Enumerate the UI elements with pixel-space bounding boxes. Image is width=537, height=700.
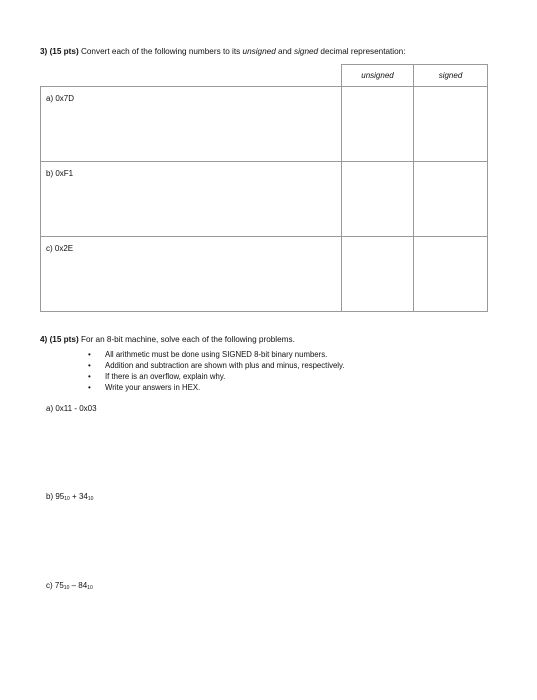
answer-unsigned-cell[interactable]	[342, 237, 414, 312]
question-3-points: (15 pts)	[49, 47, 79, 56]
row-label-cell	[41, 87, 342, 162]
problem-b	[46, 492, 93, 502]
problem-c-prefix: c)	[46, 581, 55, 590]
answer-unsigned-cell[interactable]	[342, 162, 414, 237]
problem-b-prefix: b)	[46, 492, 56, 501]
header-blank-cell	[41, 65, 342, 87]
table-row	[41, 162, 488, 237]
problem-a	[46, 404, 97, 413]
question-3-emphasis-unsigned: unsigned	[242, 47, 276, 56]
answer-unsigned-cell[interactable]	[342, 87, 414, 162]
problem-c-operator: –	[69, 581, 79, 590]
bullet-icon: •	[88, 372, 91, 381]
question-3-text-and: and	[275, 47, 294, 56]
rule-text: Addition and subtraction are shown with plus and minus, respectively.	[105, 361, 345, 370]
question-4-text: For an 8-bit machine, solve each of the following problems.	[78, 335, 295, 344]
list-item	[88, 371, 345, 382]
rule-text: Write your answers in HEX.	[105, 383, 201, 392]
table-row	[41, 87, 488, 162]
question-3-emphasis-signed: signed	[293, 47, 319, 56]
problem-c-left-base: 10	[63, 585, 70, 591]
answer-signed-cell[interactable]	[414, 87, 488, 162]
conversion-table	[40, 64, 488, 312]
table-row	[41, 237, 488, 312]
question-4-points: (15 pts)	[49, 335, 79, 344]
row-label: c) 0x2E	[46, 244, 74, 253]
problem-b-right-base: 10	[87, 496, 94, 502]
problem-a-expression: 0x11 - 0x03	[55, 404, 97, 413]
question-4-number: 4)	[40, 335, 48, 344]
row-label: a) 0x7D	[46, 94, 75, 103]
problem-a-prefix: a)	[46, 404, 56, 413]
question-3-heading	[40, 47, 406, 56]
problem-c-right-base: 10	[87, 585, 93, 591]
list-item	[88, 382, 345, 393]
question-3-text-a: Convert each of the following numbers to its	[78, 47, 243, 56]
question-4-heading	[40, 335, 295, 344]
answer-signed-cell[interactable]	[414, 162, 488, 237]
row-label: b) 0xF1	[46, 169, 74, 178]
answer-signed-cell[interactable]	[414, 237, 488, 312]
problem-b-operator: +	[69, 492, 79, 501]
list-item	[88, 349, 345, 360]
rules-list	[88, 349, 345, 393]
problem-c-right-operand: 84	[78, 581, 88, 590]
header-unsigned: unsigned	[342, 65, 414, 87]
row-label-cell	[41, 162, 342, 237]
list-item	[88, 360, 345, 371]
conversion-table-header-row	[41, 65, 488, 87]
bullet-icon: •	[88, 383, 91, 392]
question-3-text-b: decimal representation:	[318, 47, 406, 56]
problem-c-left-operand: 75	[54, 581, 64, 590]
bullet-icon: •	[88, 361, 91, 370]
rule-text: All arithmetic must be done using SIGNED 8-bit binary numbers.	[105, 350, 328, 359]
rule-text: If there is an overflow, explain why.	[105, 372, 226, 381]
row-label-cell	[41, 237, 342, 312]
header-signed: signed	[414, 65, 488, 87]
problem-b-left-operand: 95	[55, 492, 65, 501]
question-3-number: 3)	[40, 47, 48, 56]
problem-c	[46, 581, 93, 591]
problem-b-right-operand: 34	[78, 492, 88, 501]
bullet-icon: •	[88, 350, 91, 359]
problem-b-left-base: 10	[64, 496, 70, 502]
